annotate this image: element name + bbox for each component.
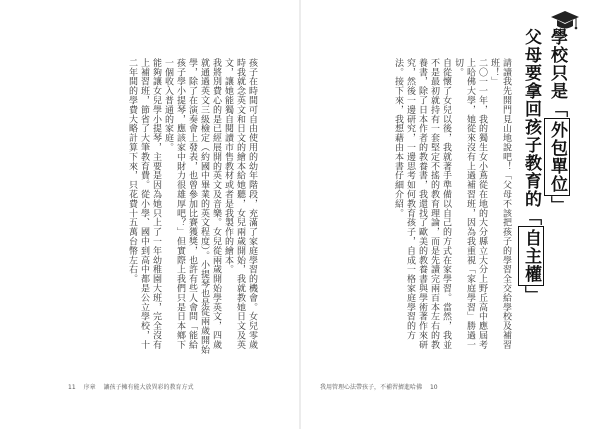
left-footer [68,382,200,391]
left-paragraph-3: 能夠讓女兒學小提琴，主要是因為她只上了一年幼稚園大班，完全沒有上補習班，節省了大筆教育費。從小學、國中到高中都是公立學校，十二年間的學費大略計算下來，只花費十五萬台幣左右。 [127,58,161,350]
heading-line-1-pre: 學校只是「 [547,28,567,118]
left-footer-chapter: 讓孩子擁有能大放異彩的教育方式 [103,384,194,391]
heading-line-1-boxed: 外包單位 [544,118,570,196]
heading-line-2-post: 」 [521,286,541,304]
right-body-text [380,58,512,358]
right-page-number: 10 [429,384,438,391]
left-body-text [78,58,258,358]
right-footer-chapter: 我用管理心法帶孩子，不補習擠進哈佛 [320,384,423,391]
right-footer [320,382,444,391]
right-paragraph-3: 自從懷了女兒以後，我就著手準備以自己的方式在家學習。當然，我並不是最初就持有一套堅定不搖的教育理論，而是先讀完兩百本左右的教養書，除了日本作者的教養書，我還找了歐美的教養書與學術著作來研究，然後一邊研究，一邊思考如何教育孩子，自成一格家庭學習的方法。接下來，我想藉由本書仔細介紹。 [393,58,451,350]
heading-line-2-pre: 父母要拿回孩子教育的「 [521,28,541,226]
left-page-number: 11 [68,384,76,391]
heading-line-1 [544,28,570,368]
heading-line-2-boxed: 自主權 [518,226,544,286]
right-page [300,0,600,429]
heading-line-1-post: 」 [547,196,567,214]
graduation-cap-icon [550,8,580,34]
left-paragraph-1: 孩子在時間可自由使用的幼年階段，充滿了家庭學習的機會。女兒零歲時我就念英文和日文的繪本給她聽，女兒兩歲開始，我就教她日文及英文，讓她能獨自閱讀市售教材或者是我製作的繪本。 [223,58,257,350]
right-paragraph-1: 請讀我先開門見山地說吧！「父母不該把孩子的學習全交給學校及補習班！」 [489,58,511,350]
heading-line-2 [518,28,544,368]
right-paragraph-2: 二〇一一年，我的獨生女小蔦從在地的大分縣立大分上野丘高中應屆考上哈佛大學，她從來沒有上過補習班，因為我重視「家庭學習」勝過一切。 [453,58,487,350]
chapter-heading [518,28,570,368]
left-paragraph-2: 我將別費心的是已經展開的英文及音樂。女兒從兩歲開始學英文，四歲就通過英文三級檢定（約國中畢業的英文程度）。小提琴也是從兩歲開始學，除了在演奏會上發表，也曾參加比賽獲獎，也許有些人會問「能給孩子學小提琴，應該家中財力很雄厚吧？」但實際上我們只是日本鄉下一個收入普通的家庭。 [163,58,221,355]
left-footer-section: 序章 [83,384,96,391]
